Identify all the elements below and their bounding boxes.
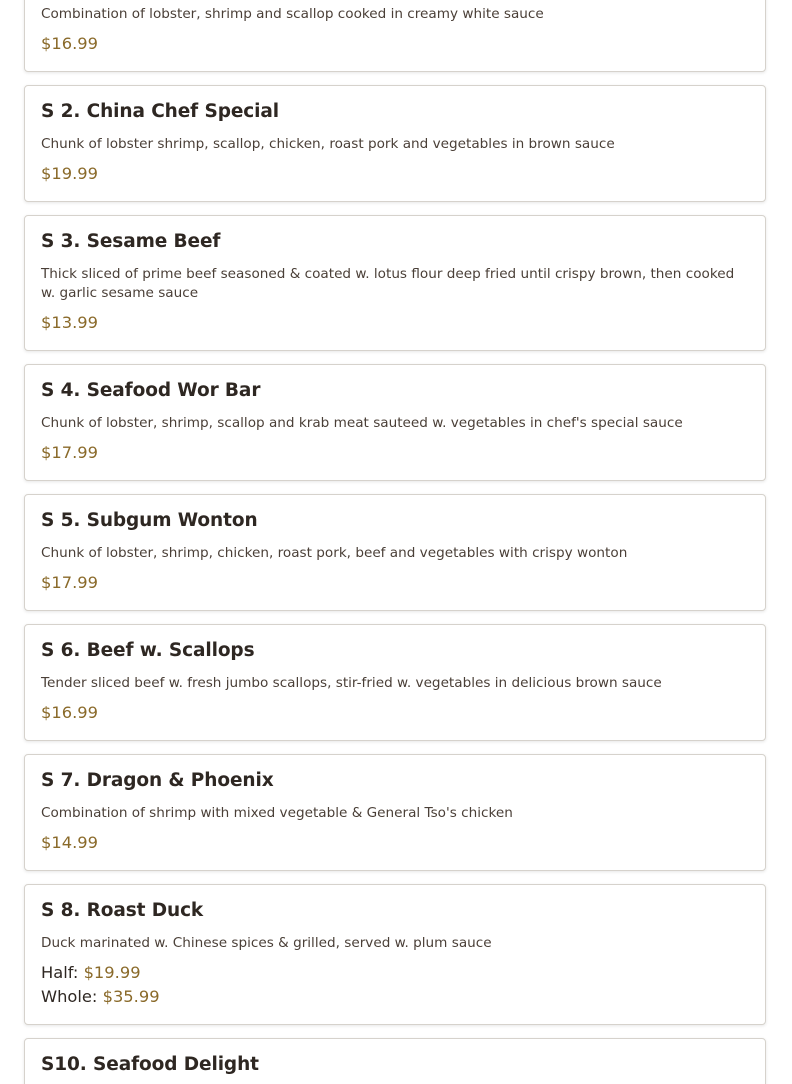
menu-item-description: Tender sliced beef w. fresh jumbo scallops, stir-fried w. vegetables in delicious brown sauce xyxy=(41,675,662,691)
menu-item-name: S 3. Sesame Beef xyxy=(41,231,221,252)
menu-item-name: S 7. Dragon & Phoenix xyxy=(41,770,274,791)
menu-item-card[interactable] xyxy=(24,85,766,202)
menu-item-name: S 5. Subgum Wonton xyxy=(41,510,258,531)
menu-item-card[interactable] xyxy=(24,215,766,351)
menu-item-name: S 4. Seafood Wor Bar xyxy=(41,380,261,401)
menu-item-name: S 6. Beef w. Scallops xyxy=(41,640,255,661)
menu-item-name: S 2. China Chef Special xyxy=(41,101,280,122)
menu-item-card[interactable] xyxy=(24,1038,766,1084)
menu-item-description: Chunk of lobster, shrimp, scallop and krab meat sauteed w. vegetables in chef's special sauce xyxy=(41,415,683,431)
menu-item-description: Chunk of lobster, shrimp, chicken, roast pork, beef and vegetables with crispy wonton xyxy=(41,545,628,561)
menu-item-card[interactable] xyxy=(24,884,766,1025)
menu-item-card[interactable] xyxy=(24,754,766,871)
menu-item-price: $19.99 xyxy=(41,164,98,183)
menu-item-price: $17.99 xyxy=(41,443,98,462)
menu-item-price: $16.99 xyxy=(41,34,98,53)
menu-item-description: Combination of shrimp with mixed vegetable & General Tso's chicken xyxy=(41,805,513,821)
menu-item-price: $16.99 xyxy=(41,703,98,722)
menu-item-description: Combination of lobster, shrimp and scallop cooked in creamy white sauce xyxy=(41,6,544,22)
menu-item-card[interactable] xyxy=(24,494,766,611)
menu-item-description: Thick sliced of prime beef seasoned & coated w. lotus flour deep fried until crispy brown, then cooked w. garlic sesame sauce xyxy=(41,266,735,301)
menu-item-price-whole xyxy=(41,987,160,1006)
menu-item-price: $17.99 xyxy=(41,573,98,592)
menu-item-price: $14.99 xyxy=(41,833,98,852)
menu-item-name: S 8. Roast Duck xyxy=(41,900,204,921)
menu-item-description: Duck marinated w. Chinese spices & grilled, served w. plum sauce xyxy=(41,935,492,951)
menu-item-price-half xyxy=(41,963,141,982)
price-label: Half: xyxy=(41,963,79,982)
menu-item-card[interactable] xyxy=(24,364,766,481)
menu-item-name: S10. Seafood Delight xyxy=(41,1054,259,1075)
price-value: $35.99 xyxy=(102,987,160,1006)
menu-item-card[interactable] xyxy=(24,0,766,72)
price-value: $19.99 xyxy=(83,963,141,982)
price-label: Whole: xyxy=(41,987,98,1006)
menu-item-card[interactable] xyxy=(24,624,766,741)
menu-item-price: $13.99 xyxy=(41,313,98,332)
menu-item-description: Chunk of lobster shrimp, scallop, chicken, roast pork and vegetables in brown sauce xyxy=(41,136,615,152)
